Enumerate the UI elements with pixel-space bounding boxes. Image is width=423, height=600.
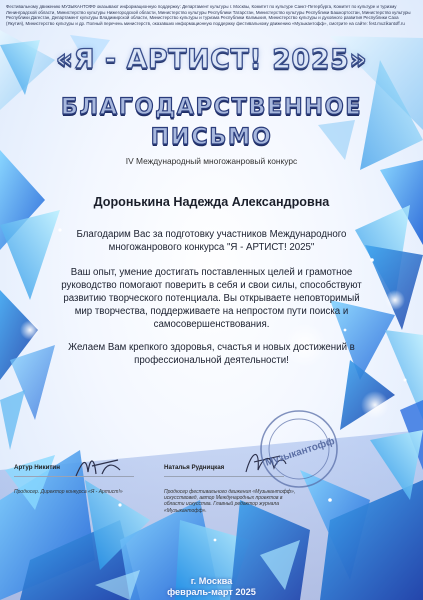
right-role-line4: «Музыкантофф». [164, 507, 207, 514]
wishes-paragraph: Желаем Вам крепкого здоровья, счастья и новых достижений в профессиональной деятельности! [68, 342, 355, 367]
contest-title: «Я - АРТИСТ! 2025» [55, 44, 368, 75]
left-signer-role: Продюсер. Директор конкурса «Я - Артист!» [14, 489, 123, 495]
letter-title-line1: БЛАГОДАРСТВЕННОЕ [60, 94, 363, 120]
letter-title-line2: ПИСЬМО [150, 124, 273, 150]
svg-text:Музыкантофф: Музыкантофф [264, 435, 337, 469]
event-city: г. Москва [190, 576, 233, 586]
right-signer-name: Наталья Рудницкая [164, 464, 225, 471]
contest-subtitle: IV Международный многожанровый конкурс [125, 156, 298, 166]
left-handwritten-signature [72, 452, 124, 482]
recipient-name: Доронькина Надежда Александровна [93, 195, 330, 209]
gratitude-paragraph: Благодарим Вас за подготовку участников Международного многожанрового конкурса "Я - АРТИСТ! 2025" [76, 229, 347, 254]
event-dates: февраль-март 2025 [167, 587, 256, 597]
right-role-line3: области искусства. Главный редактор журнала [164, 501, 279, 508]
appreciation-paragraph: Ваш опыт, умение достигать поставленных целей и грамотное руководство помогают поверить в себя и свои силы, способствуют развитию творческого потенциала. Вы открываете неповторимый мир творчества, поддерживаете на непростом пути поиска и самосовершенствования. [61, 267, 362, 331]
left-signer-name: Артур Никитин [14, 464, 60, 471]
organization-stamp [258, 408, 340, 490]
support-notice: Фестивальному движению МУЗЫКАНТОФФ оказывают информационную поддержку: Департамент культуры г. Москвы, Комитет по культуре Санкт-Петербурга, Комитет по культуре и туризму Ленинградской области, Министерство культуры Нижегородской области, Министерство культуры Республики Татарстан, Министерство культуры Республики Башкортостан, Министерство культуры Республики Дагестан, Департамент культуры Владимирской области, Министерство культуры и туризма Республики Калмыкия, Министерство культуры и духовного развития Республики Саха (Якутия), Министерство культуры и др. Полный перечень министерств, оказавших информационную поддержку фестивальному движению «Музыкантофф», смотрите на сайте: fest.muzikantoff.ru [6, 4, 411, 26]
right-role-line2: искусствовед, автор Международных проектов в [164, 495, 283, 502]
right-signer-role [164, 489, 334, 514]
right-role-line1: Продюсер фестивального движения «Музыкантофф», [164, 489, 296, 495]
